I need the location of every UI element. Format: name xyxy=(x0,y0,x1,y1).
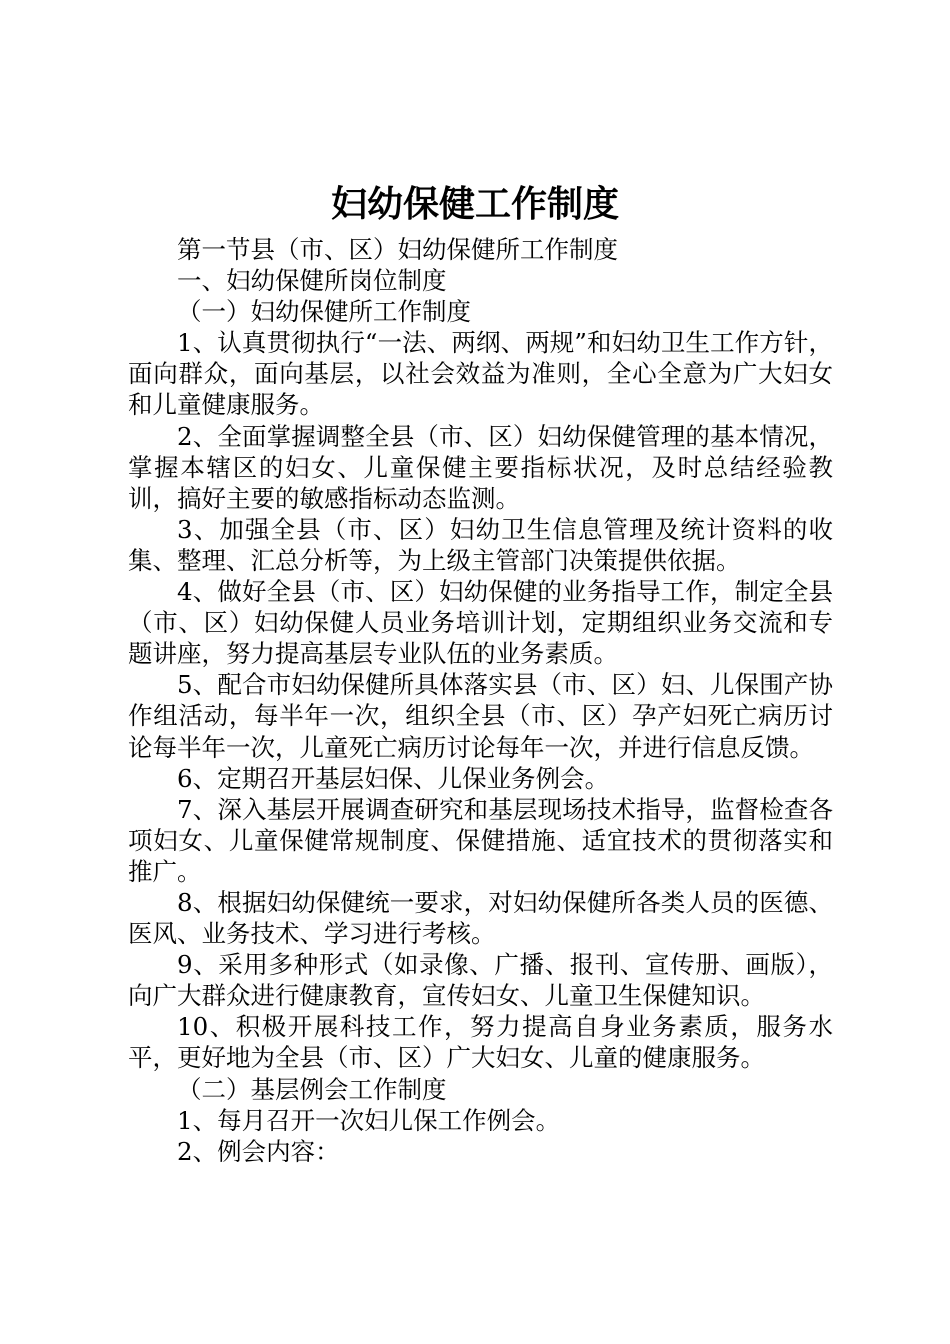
paragraph-item: 8、根据妇幼保健统一要求，对妇幼保健所各类人员的医德、医风、业务技术、学习进行考核。 xyxy=(128,887,833,949)
paragraph-item: 6、定期召开基层妇保、儿保业务例会。 xyxy=(177,763,610,793)
paragraph-item: 3、加强全县（市、区）妇幼卫生信息管理及统计资料的收集、整理、汇总分析等，为上级主管部门决策提供依据。 xyxy=(128,514,833,575)
document-body xyxy=(128,234,833,1167)
paragraph-item: 1、每月召开一次妇儿保工作例会。 xyxy=(177,1105,561,1135)
paragraph-item: 5、配合市妇幼保健所具体落实县（市、区）妇、儿保围产协作组活动，每半年一次，组织全县（市、区）孕产妇死亡病历讨论每半年一次，儿童死亡病历讨论每年一次，并进行信息反馈。 xyxy=(128,670,833,762)
subsection-heading: （一）妇幼保健所工作制度 xyxy=(177,297,471,327)
paragraph-item: 9、采用多种形式（如录像、广播、报刊、宣传册、画版），向广大群众进行健康教育，宣传妇女、儿童卫生保健知识。 xyxy=(128,950,833,1011)
paragraph-item: 7、深入基层开展调查研究和基层现场技术指导，监督检查各项妇女、儿童保健常规制度、保健措施、适宜技术的贯彻落实和推广。 xyxy=(128,794,833,886)
paragraph-item: 2、例会内容： xyxy=(177,1136,340,1166)
paragraph-item: 4、做好全县（市、区）妇幼保健的业务指导工作，制定全县（市、区）妇幼保健人员业务培训计划，定期组织业务交流和专题讲座，努力提高基层专业队伍的业务素质。 xyxy=(128,577,833,669)
subsection-heading: 一、妇幼保健所岗位制度 xyxy=(177,266,447,296)
document-title: 妇幼保健工作制度 xyxy=(330,184,619,225)
paragraph-item: 1、认真贯彻执行“一法、两纲、两规”和妇幼卫生工作方针，面向群众，面向基层，以社会效益为准则，全心全意为广大妇女和儿童健康服务。 xyxy=(128,328,833,420)
paragraph-item: 2、全面掌握调整全县（市、区）妇幼保健管理的基本情况，掌握本辖区的妇女、儿童保健主要指标状况，及时总结经验教训，搞好主要的敏感指标动态监测。 xyxy=(128,421,833,513)
paragraph-item: 10、积极开展科技工作，努力提高自身业务素质，服务水平，更好地为全县（市、区）广大妇女、儿童的健康服务。 xyxy=(128,1012,833,1073)
section-heading: 第一节县（市、区）妇幼保健所工作制度 xyxy=(177,235,618,264)
subsection-heading: （二）基层例会工作制度 xyxy=(177,1074,447,1104)
